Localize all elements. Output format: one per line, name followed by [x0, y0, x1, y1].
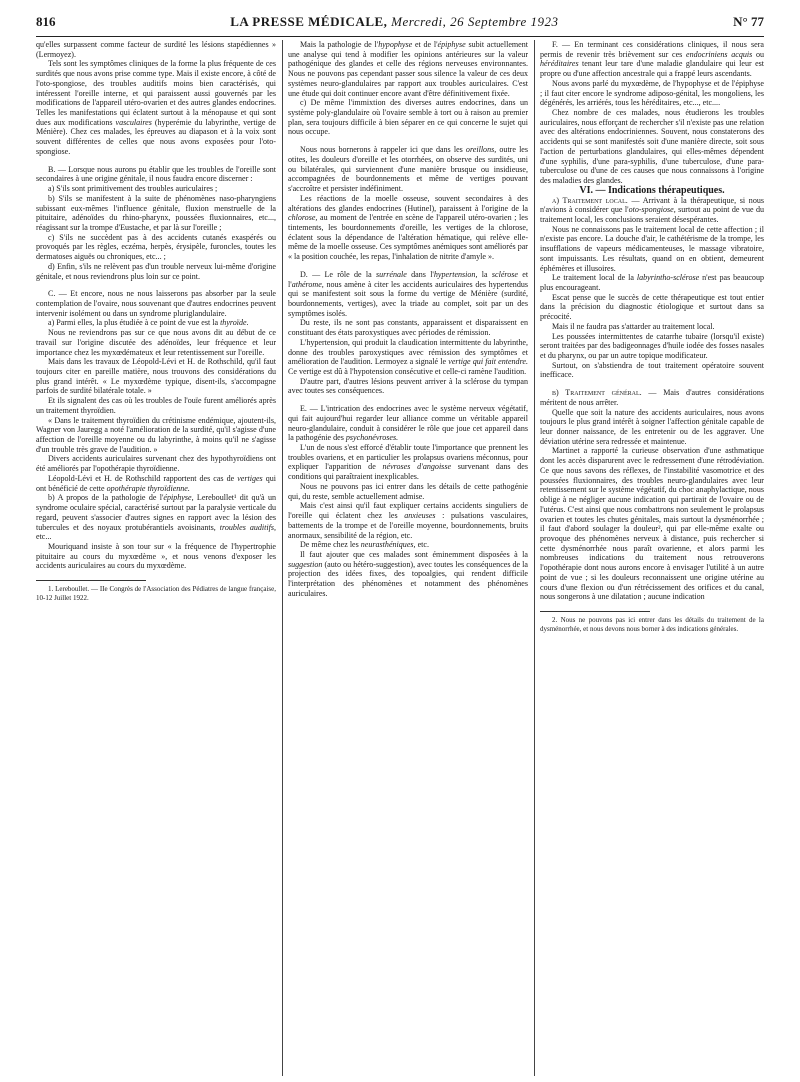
column-3: [540, 40, 764, 1076]
paragraph: a) S'ils sont primitivement des troubles auriculaires ;: [48, 184, 218, 194]
paragraph: Du reste, ils ne sont pas constants, apparaissent et disparaissent en constituant des états paroxystiques avec périodes de rémission.: [288, 318, 528, 338]
paragraph: Mais c'est ainsi qu'il faut expliquer certains accidents singuliers de l'oreille qui éclatent chez les anxieuses : pulsations vasculaires, battements de la trompe et de l'oreille moyenne, bourdonnements, bruits anormaux, sensibilité de la région, etc.: [288, 501, 528, 540]
paragraph: Nous ne pouvons pas ici entrer dans les détails de cette pathogénie qui, du reste, semble actuellement admise.: [288, 481, 528, 501]
paragraph: b) S'ils se manifestent à la suite de phénomènes naso-pharyngiens subissant eux-mêmes l'influence génitale, fluxion menstruelle de la pituitaire, adénoïdes du rhino-pharynx, poussées fluxionnaires, etc..., réagissant sur la trompe d'Eustache, et par là sur l'oreille ;: [36, 193, 276, 232]
paragraph: Quelle que soit la nature des accidents auriculaires, nous avons toujours le plus grand intérêt à soigner l'affection génitale capable de leur donner naissance, de les entretenir ou de les aggraver. Une déviation utérine sera redressée et maintenue.: [540, 407, 764, 446]
paragraph: Nous ne connaissons pas le traitement local de cette affection ; il n'existe pas encore. La douche d'air, le cathétérisme de la trompe, les insufflations de vapeurs médicamenteuses, le massage vibratoire, sont impuissants. Les résultats, quand on en obtient, demeurent éphémères et illusoires.: [540, 224, 764, 273]
paragraph: qu'elles surpassent comme facteur de surdité les lésions stapédiennes » (Lermoyez).: [36, 40, 276, 59]
paragraph: Mouriquand insiste à son tour sur « la fréquence de l'hypertrophie pituitaire au cours du myxœdème », et nous venons d'exposer les accidents auriculaires au cours du myxœdème.: [36, 541, 276, 571]
paragraph: c) S'ils ne succèdent pas à des accidents cutanés exaspérés ou provoqués par les règles, eczéma, herpès, érysipèle, furoncles, toutes les dermatoses aiguës ou chroniques, etc... ;: [36, 232, 276, 262]
paragraph: « Dans le traitement thyroïdien du crétinisme endémique, ajoutent-ils, Wagner von Jauregg a noté l'amélioration de la surdité, qu'il s'agisse d'une affection de l'oreille moyenne ou du labyrinthe, à moins qu'il ne s'agisse d'un trouble très grave de l'audition. »: [36, 415, 276, 454]
paragraph: Et ils signalent des cas où les troubles de l'ouïe furent améliorés après un traitement thyroïdien.: [36, 396, 276, 415]
paragraph: Martinet a rapporté la curieuse observation d'une asthmatique dont les accès disparurent avec le redressement d'une rétrodéviation. Ce que nous savons des réflexes, de l'instabilité vasomotrice et des poussées fluxionnaires, des troubles neuro-glandulaires avec leur retentissement sur le système végétatif, du choc anaphylactique, nous oblige à ne négliger aucune indication qui partirait de l'ovaire ou de l'utérus. C'est ainsi que nous combattrons non seulement le prolapsus ovarien et toutes les chutes génitales, mais surtout la dysménorrhée ; il faut d'abord soulager la douleur², qui par elle-même exalte ou provoque des phénomènes nerveux à distance, puis rechercher si cette dysménorrhée nous paraît ovarienne, et alors parmi les nombreuses indications du traitement nous retrouverons l'opothérapie dont nous aurons encore à envisager l'utilité à un autre point de vue ; si les douleurs reconnaissent une origine utérine au cours d'une flexion ou d'un rétrécissement des orifices et du canal, nous songerons à une dilatation ; aucune indication: [540, 446, 764, 602]
paragraph: Les réactions de la moelle osseuse, souvent secondaires à des altérations des glandes endocrines (Hutinel), paraissent à l'origine de la chlorose, au moment de l'entrée en scène de l'appareil utéro-ovarien ; les tintements, les bourdonnements d'oreille, les vertiges de la chlorose, éclatent sous la dépendance de l'altération hématique, qui relève elle-même de la moelle osseuse. Ces symptômes anémiques sont améliorés par « la position couchée, les repas, l'inhalation de nitrite d'amyle ».: [288, 193, 528, 262]
page-number: 816: [36, 14, 56, 29]
paragraph: D. — Le rôle de la surrénale dans l'hypertension, la sclérose et l'athérome, nous amène à citer les accidents auriculaires des hypertendus qui se manifestent soit sous la forme du vertige de Ménière (surdité, bourdonnements, vertiges), avec la triade au complet, soit par un des symptômes isolés.: [288, 269, 528, 318]
paragraph: Chez nombre de ces malades, nous étudierons les troubles auriculaires, nous efforçant de rechercher s'il n'existe pas une relation avec des altérations endocriniennes. Souvent, nous constaterons des accidents qui se sont manifestés soit d'une manière directe, soit sous l'action de perturbations glandulaires, qui elles-mêmes dépendent d'une syphilis, d'une para-syphilis, d'une tuberculose, d'une para-tuberculose ou d'une de ces causes que nous connaissons à l'origine des maladies des glandes.: [540, 108, 764, 186]
paragraph: Mais il ne faudra pas s'attarder au traitement local.: [552, 321, 715, 331]
header-rule: [36, 36, 764, 37]
paragraph: c) De même l'immixtion des diverses autres endocrines, dans un système poly-glandulaire où l'ovaire semble à tort ou à raison au premier plan, sera toujours difficile à bien séparer en ce qui concerne le sujet qui nous occupe.: [288, 98, 528, 137]
paragraph: B. — Lorsque nous aurons pu établir que les troubles de l'oreille sont secondaires à une origine génitale, il nous faudra encore discerner :: [36, 164, 276, 184]
paragraph: b) Traitement général. — Mais d'autres considérations méritent de nous arrêter.: [540, 388, 764, 407]
paragraph: L'un de nous s'est efforcé d'établir toute l'importance que prennent les troubles ovariens, et en particulier les prolapsus ovariens méconnus, pour expliquer l'apparition de névroses d'angoisse survenant dans des conditions qui paraîtraient inexplicables.: [288, 443, 528, 482]
column-divider: [282, 40, 283, 1076]
page-header: [36, 14, 764, 32]
paragraph: Léopold-Lévi et H. de Rothschild rapportent des cas de vertiges qui ont bénéficié de cette opothérapie thyroïdienne.: [36, 473, 276, 493]
paragraph: Tels sont les symptômes cliniques de la forme la plus fréquente de ces surdités que nous avons prise comme type. Mais il existe encore, à côté de l'oto-spongiose, des troubles auditifs moins bien caractérisés, qui intéressent l'oreille interne, et qui paraissent aussi gouvernés par les modifications de l'appareil utéro-ovarien et des autres glandes endocrines. Telles les manifestations qui éclatent surtout à la ménopause et qui sont dues aux modifications vasculaires (hyperémie du labyrinthe, vertige de Ménière). Chez ces malades, les épreuves au diapason et à la voix sont souvent différentes de celles que nous avons exposées pour l'oto-spongiose.: [36, 59, 276, 156]
column-2: [288, 40, 528, 1076]
paragraph: Nous avons parlé du myxœdème, de l'hypophyse et de l'épiphyse ; il faut citer encore le syndrome adiposo-génital, les mongoliens, les dégénérés, les arriérés, tous les héréditaires, etc..., etc....: [540, 78, 764, 108]
footnote: 1. Lereboullet. — IIe Congrès de l'Association des Pédiatres de langue française, 10-12 Juillet 1922.: [36, 585, 276, 602]
paragraph: Mais dans les travaux de Léopold-Lévi et H. de Rothschild, qu'il faut toujours citer en pareille matière, nous trouvons des considérations du plus grand intérêt. « Le myxœdème typique, disent-ils, s'accompagne parfois de surdité bilatérale totale. »: [36, 357, 276, 396]
paragraph: Il faut ajouter que ces malades sont éminemment disposées à la suggestion (auto ou hétéro-suggestion), avec toutes les conséquences de la projection des idées fixes, des topoalgies, qui rendent difficile l'interprétation des phénomènes et notamment des phénomènes auriculaires.: [288, 549, 528, 598]
paragraph: De même chez les neurasthéniques, etc.: [300, 540, 429, 550]
paragraph: a) Traitement local. — Arrivant à la thérapeutique, si nous n'avions à considérer que l'oto-spongiose, surtout au point de vue du traitement local, les conclusions seraient désespérantes.: [540, 195, 764, 224]
footnote-rule: [36, 580, 146, 581]
paragraph: b) A propos de la pathologie de l'épiphyse, Lereboullet¹ dit qu'à un syndrome oculaire spécial, caractérisé surtout par la paralysie verticale du regard, peuvent s'associer d'autres signes en rapport avec la lésion des tubercules et des noyaux protubérantiels avoisinants, troubles auditifs, etc...: [36, 493, 276, 542]
paragraph: Divers accidents auriculaires survenant chez des hypothyroïdiens ont été améliorés par l'opothérapie thyroïdienne.: [36, 454, 276, 474]
paragraph: F. — En terminant ces considérations cliniques, il nous sera permis de revenir très brièvement sur ces endocriniens acquis ou héréditaires tenant leur tare d'une maladie glandulaire qui leur est propre ou d'une affection ancestrale qui a frappé leurs ascendants.: [540, 40, 764, 79]
paragraph: Nous ne reviendrons pas sur ce que nous avons dit au début de ce travail sur l'origine discutée des adénoïdes, leur fréquence et leur importance chez les myxœdémateux et leur retentissement sur l'oreille.: [36, 328, 276, 357]
paragraph: E. — L'intrication des endocrines avec le système nerveux végétatif, qui fait aujourd'hui regarder leur alliance comme un véritable appareil neuro-glandulaire, conduit à considérer le rôle que joue cet appareil dans la pathogénie des psychonévroses.: [288, 404, 528, 443]
paragraph: D'autre part, d'autres lésions peuvent arriver à la sclérose du tympan avec toutes ses conséquences.: [288, 376, 528, 396]
paragraph: Escat pense que le succès de cette thérapeutique est tout entier dans la précision du diagnostic étiologique et surtout dans sa précocité.: [540, 292, 764, 322]
column-divider: [534, 40, 535, 1076]
column-1: [36, 40, 276, 1076]
issue-number: N° 77: [733, 14, 764, 29]
paragraph: Mais la pathologie de l'hypophyse et de l'épiphyse subit actuellement une analyse qui tend à modifier les opinions antérieures sur la valeur pathogénique des glandes et celle des régions nerveuses environnantes. Nous ne pouvons pas cependant passer sous silence la valeur de ces deux systèmes neuro-glandulaires par rapport aux troubles auriculaires. C'est une étude qui doit continuer encore avant d'être définitivement fixée.: [288, 40, 528, 98]
paragraph: Le traitement local de la labyrintho-sclérose n'est pas beaucoup plus encourageant.: [540, 273, 764, 292]
section-heading: VI. — Indications thérapeutiques.: [579, 184, 725, 196]
footnote-rule: [540, 611, 650, 612]
paragraph: L'hypertension, qui produit la claudication intermittente du labyrinthe, donne des troubles paroxystiques avec rémission des symptômes et amélioration de l'audition. Lermoyez a signalé le vertige qui fait entendre. Ce vertige est dû à l'hypotension consécutive et celle-ci ramène l'audition.: [288, 337, 528, 376]
paragraph: a) Parmi elles, la plus étudiée à ce point de vue est la thyroïde.: [48, 318, 249, 328]
paragraph: C. — Et encore, nous ne nous laisserons pas absorber par la seule contemplation de l'ovaire, nous souvenant que d'autres endocrines peuvent intervenir isolément ou dans un syndrome pluriglandulaire.: [36, 289, 276, 318]
paragraph: Les poussées intermittentes de catarrhe tubaire (lorsqu'il existe) seront traitées par des badigeonnages d'huile iodée des fosses nasales et du pharynx, ou par un autre topique modificateur.: [540, 331, 764, 360]
paragraph: Surtout, on s'abstiendra de tout traitement opératoire souvent inefficace.: [540, 360, 764, 380]
footnote: 2. Nous ne pouvons pas ici entrer dans les détails du traitement de la dysménorrhée, et nous devons nous borner à des indications générales.: [540, 615, 764, 633]
paragraph: d) Enfin, s'ils ne relèvent pas d'un trouble nerveux lui-même d'origine génitale, et nous reviendrons plus loin sur ce point.: [36, 261, 276, 281]
paragraph: Nous nous bornerons à rappeler ici que dans les oreillons, outre les otites, les douleurs d'oreille et les otorrhées, on observe des surdités, uni ou bilatérales, qui surviennent d'une manière brusque ou insidieuse, accompagnées de bourdonnements et même de vertiges pouvant s'accroître et persister indéfiniment.: [288, 145, 528, 194]
journal-title: LA PRESSE MÉDICALE, Mercredi, 26 Septembre 1923: [230, 14, 559, 29]
